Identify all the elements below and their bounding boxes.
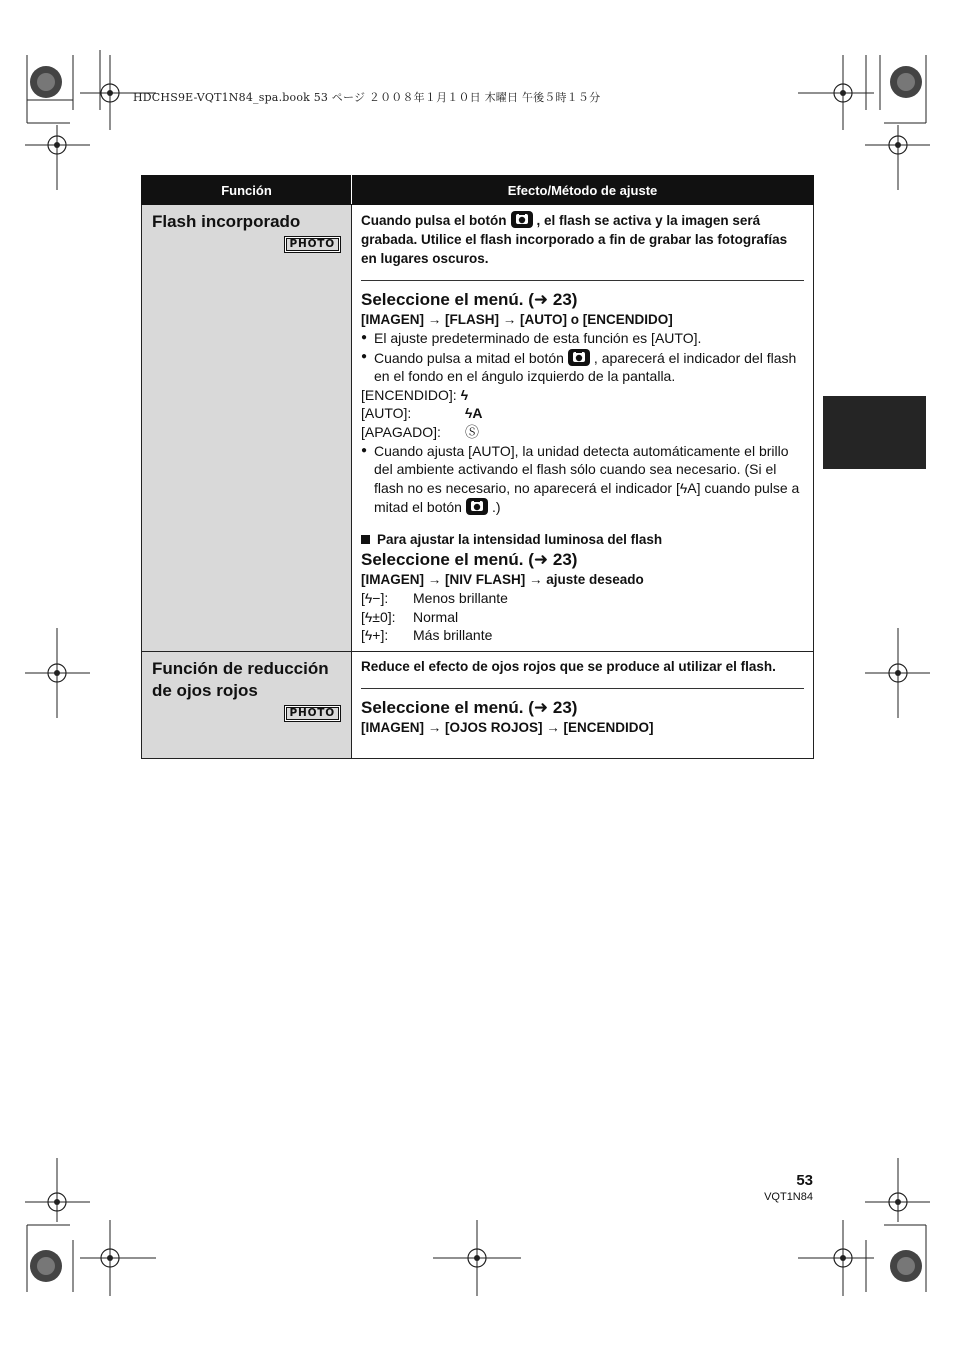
side-tab — [823, 396, 926, 469]
divider — [361, 688, 804, 689]
option-auto: [AUTO]: ϟA — [361, 405, 483, 422]
bullet-default: ● El ajuste predeterminado de esta función es [AUTO]. — [361, 329, 804, 348]
photo-mode-badge: PHOTO — [284, 236, 342, 253]
level-zero: [ϟ±0]: Normal — [361, 608, 459, 625]
book-info: HDCHS9E-VQT1N84_spa.book 53 ページ ２００８年１月１０日 木曜日 午後５時１５分 — [133, 91, 601, 104]
flash-on-icon: ϟ — [460, 386, 469, 403]
col-header-effect: Efecto/Método de ajuste — [352, 176, 814, 205]
select-menu-heading: Seleccione el menú. (➜ 23) — [361, 697, 578, 717]
func-title-red-eye: Función de reducción de ojos rojos — [152, 658, 329, 700]
flash-auto-icon: ϟA — [465, 405, 483, 422]
col-header-function: Función — [142, 176, 352, 205]
level-minus: [ϟ−]: Menos brillante — [361, 589, 508, 606]
function-table — [141, 175, 814, 759]
menu-path: [IMAGEN] → [NIV FLASH] → ajuste deseado — [361, 571, 644, 587]
level-plus: [ϟ+]: Más brillante — [361, 627, 493, 644]
camera-button-icon — [511, 210, 533, 228]
divider — [361, 280, 804, 281]
table-row — [142, 205, 814, 652]
bullet-auto: ● Cuando ajusta [AUTO], la unidad detecta automáticamente el brillo del ambiente activando el flash sólo cuando sea necesario. (Si el flash no es necesario, no aparecerá el indicador [ϟA] cuando pulse a mitad el botón .) — [361, 442, 804, 517]
option-off: [APAGADO]: Ⓢ — [361, 423, 479, 440]
sub-heading: Para ajustar la intensidad luminosa del flash — [361, 531, 804, 549]
square-bullet-icon — [361, 535, 370, 544]
select-menu-heading: Seleccione el menú. (➜ 23) — [361, 290, 578, 309]
option-on: [ENCENDIDO]: ϟ — [361, 386, 469, 403]
table-row — [142, 651, 814, 758]
camera-button-icon — [466, 497, 488, 515]
red-eye-intro: Reduce el efecto de ojos rojos que se produce al utilizar el flash. — [361, 658, 776, 674]
menu-path: [IMAGEN] → [OJOS ROJOS] → [ENCENDIDO] — [361, 719, 654, 735]
photo-mode-badge: PHOTO — [284, 705, 342, 722]
menu-path: [IMAGEN] → [FLASH] → [AUTO] o [ENCENDIDO] — [361, 312, 673, 327]
select-menu-heading: Seleccione el menú. (➜ 23) — [361, 549, 578, 569]
page-number: 53 — [796, 1172, 813, 1189]
camera-button-icon — [568, 348, 590, 366]
flash-intro: Cuando pulsa el botón , el flash se activa y la imagen será grabada. Utilice el flash incorporado a fin de grabar las fotografías en lugares oscuros. — [361, 210, 804, 268]
func-title-flash: Flash incorporado — [152, 212, 301, 231]
flash-off-icon: Ⓢ — [465, 423, 479, 440]
bullet-half-press: ● Cuando pulsa a mitad el botón , aparecerá el indicador del flash en el fondo en el ángulo izquierdo de la pantalla. — [361, 348, 804, 386]
page-code: VQT1N84 — [764, 1191, 813, 1203]
